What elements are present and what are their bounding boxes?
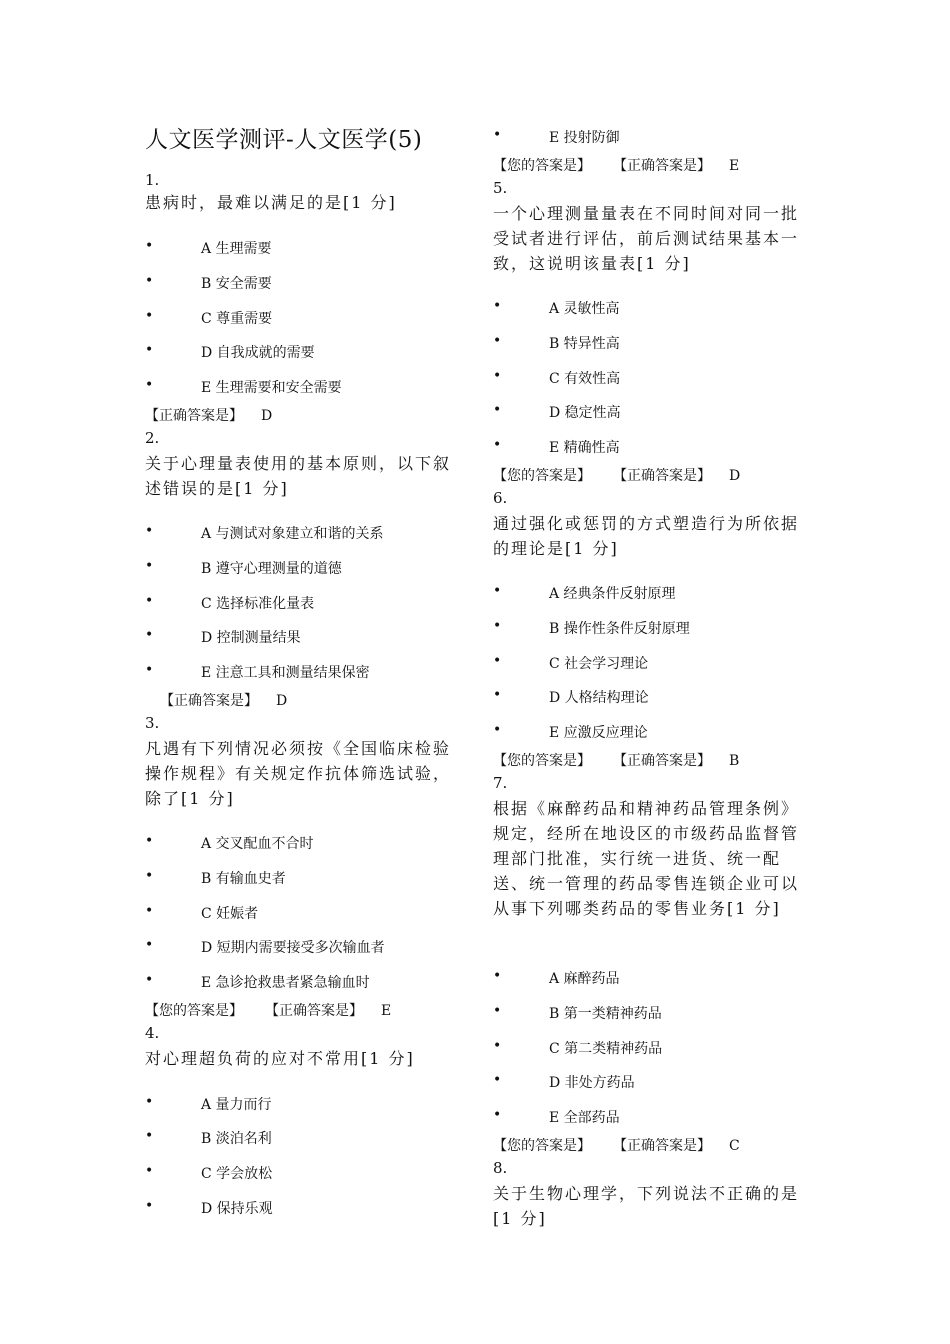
bullet-icon: •: [145, 342, 154, 358]
bullet-icon: •: [493, 618, 502, 634]
question-number: 4.: [145, 1024, 160, 1042]
correct-answer-value: D: [261, 408, 273, 424]
question-number: 6.: [493, 489, 508, 507]
correct-answer-label: 【正确答案是】: [613, 158, 711, 174]
question-text: 通过强化或惩罚的方式塑造行为所依据的理论是[1 分]: [493, 514, 800, 558]
correct-answer-label: 【正确答案是】: [265, 1003, 363, 1019]
bullet-icon: •: [145, 377, 154, 393]
bullet-icon: •: [145, 868, 154, 884]
correct-answer-value: E: [381, 1003, 392, 1019]
correct-answer-value: D: [729, 468, 741, 484]
question-text: 根据《麻醉药品和精神药品管理条例》规定，经所在地设区的市级药品监督管理部门批准，实行统一进货、统一配送、统一管理的药品零售连锁企业可以从事下列哪类药品的零售业务[1 分]: [493, 799, 800, 918]
question-text: 一个心理测量量表在不同时间对同一批受试者进行评估，前后测试结果基本一致，这说明该量表[1 分]: [493, 204, 800, 273]
bullet-icon: •: [145, 937, 154, 953]
answer-line: [493, 1135, 740, 1155]
bullet-icon: •: [145, 1163, 154, 1179]
bullet-icon: •: [145, 833, 154, 849]
bullet-icon: •: [493, 1038, 502, 1054]
bullet-icon: •: [145, 523, 154, 539]
question-text: 关于生物心理学，下列说法不正确的是[1 分]: [493, 1184, 800, 1228]
correct-answer-label: 【正确答案是】: [145, 408, 243, 424]
correct-answer-label: 【正确答案是】: [160, 693, 258, 709]
bullet-icon: •: [145, 1128, 154, 1144]
question-text: 对心理超负荷的应对不常用[1 分]: [145, 1049, 415, 1068]
answer-line: [493, 465, 740, 485]
bullet-icon: •: [493, 368, 502, 384]
bullet-icon: •: [493, 1107, 502, 1123]
bullet-icon: •: [493, 1072, 502, 1088]
bullet-icon: •: [145, 627, 154, 643]
question-number: 2.: [145, 429, 160, 447]
question-number: 8.: [493, 1159, 508, 1177]
question-text: 患病时，最难以满足的是[1 分]: [145, 193, 397, 212]
bullet-icon: •: [145, 308, 154, 324]
correct-answer-value: E: [729, 158, 740, 174]
correct-answer-label: 【正确答案是】: [613, 468, 711, 484]
bullet-icon: •: [493, 583, 502, 599]
question-text: 凡遇有下列情况必须按《全国临床检验操作规程》有关规定作抗体筛选试验，除了[1 分]: [145, 739, 452, 808]
bullet-icon: •: [145, 1198, 154, 1214]
question-number: 1.: [145, 171, 160, 189]
bullet-icon: •: [493, 437, 502, 453]
correct-answer-value: D: [276, 693, 288, 709]
question-number: 3.: [145, 714, 160, 732]
bullet-icon: •: [493, 298, 502, 314]
correct-answer-value: B: [729, 753, 740, 769]
correct-answer-label: 【正确答案是】: [613, 753, 711, 769]
your-answer-label: 【您的答案是】: [493, 158, 591, 174]
bullet-icon: •: [145, 238, 154, 254]
bullet-icon: •: [493, 333, 502, 349]
bullet-icon: •: [493, 1003, 502, 1019]
correct-answer-value: C: [729, 1138, 740, 1154]
answer-line: [145, 405, 272, 425]
bullet-icon: •: [493, 127, 502, 143]
bullet-icon: •: [145, 1094, 154, 1110]
bullet-icon: •: [145, 558, 154, 574]
question-text: 关于心理量表使用的基本原则，以下叙述错误的是[1 分]: [145, 454, 452, 498]
answer-line: [493, 750, 739, 770]
question-number: 7.: [493, 774, 508, 792]
bullet-icon: •: [145, 662, 154, 678]
your-answer-label: 【您的答案是】: [493, 1138, 591, 1154]
answer-line: [145, 1000, 391, 1020]
bullet-icon: •: [493, 968, 502, 984]
bullet-icon: •: [145, 273, 154, 289]
your-answer-label: 【您的答案是】: [145, 1003, 243, 1019]
bullet-icon: •: [493, 687, 502, 703]
bullet-icon: •: [145, 903, 154, 919]
answer-line: [493, 155, 739, 175]
bullet-icon: •: [493, 402, 502, 418]
your-answer-label: 【您的答案是】: [493, 468, 591, 484]
bullet-icon: •: [145, 593, 154, 609]
bullet-icon: •: [145, 972, 154, 988]
bullet-icon: •: [493, 653, 502, 669]
page-title: 人文医学测评-人文医学(5): [145, 127, 423, 153]
your-answer-label: 【您的答案是】: [493, 753, 591, 769]
answer-line: [160, 690, 287, 710]
question-number: 5.: [493, 179, 508, 197]
bullet-icon: •: [493, 722, 502, 738]
correct-answer-label: 【正确答案是】: [613, 1138, 711, 1154]
